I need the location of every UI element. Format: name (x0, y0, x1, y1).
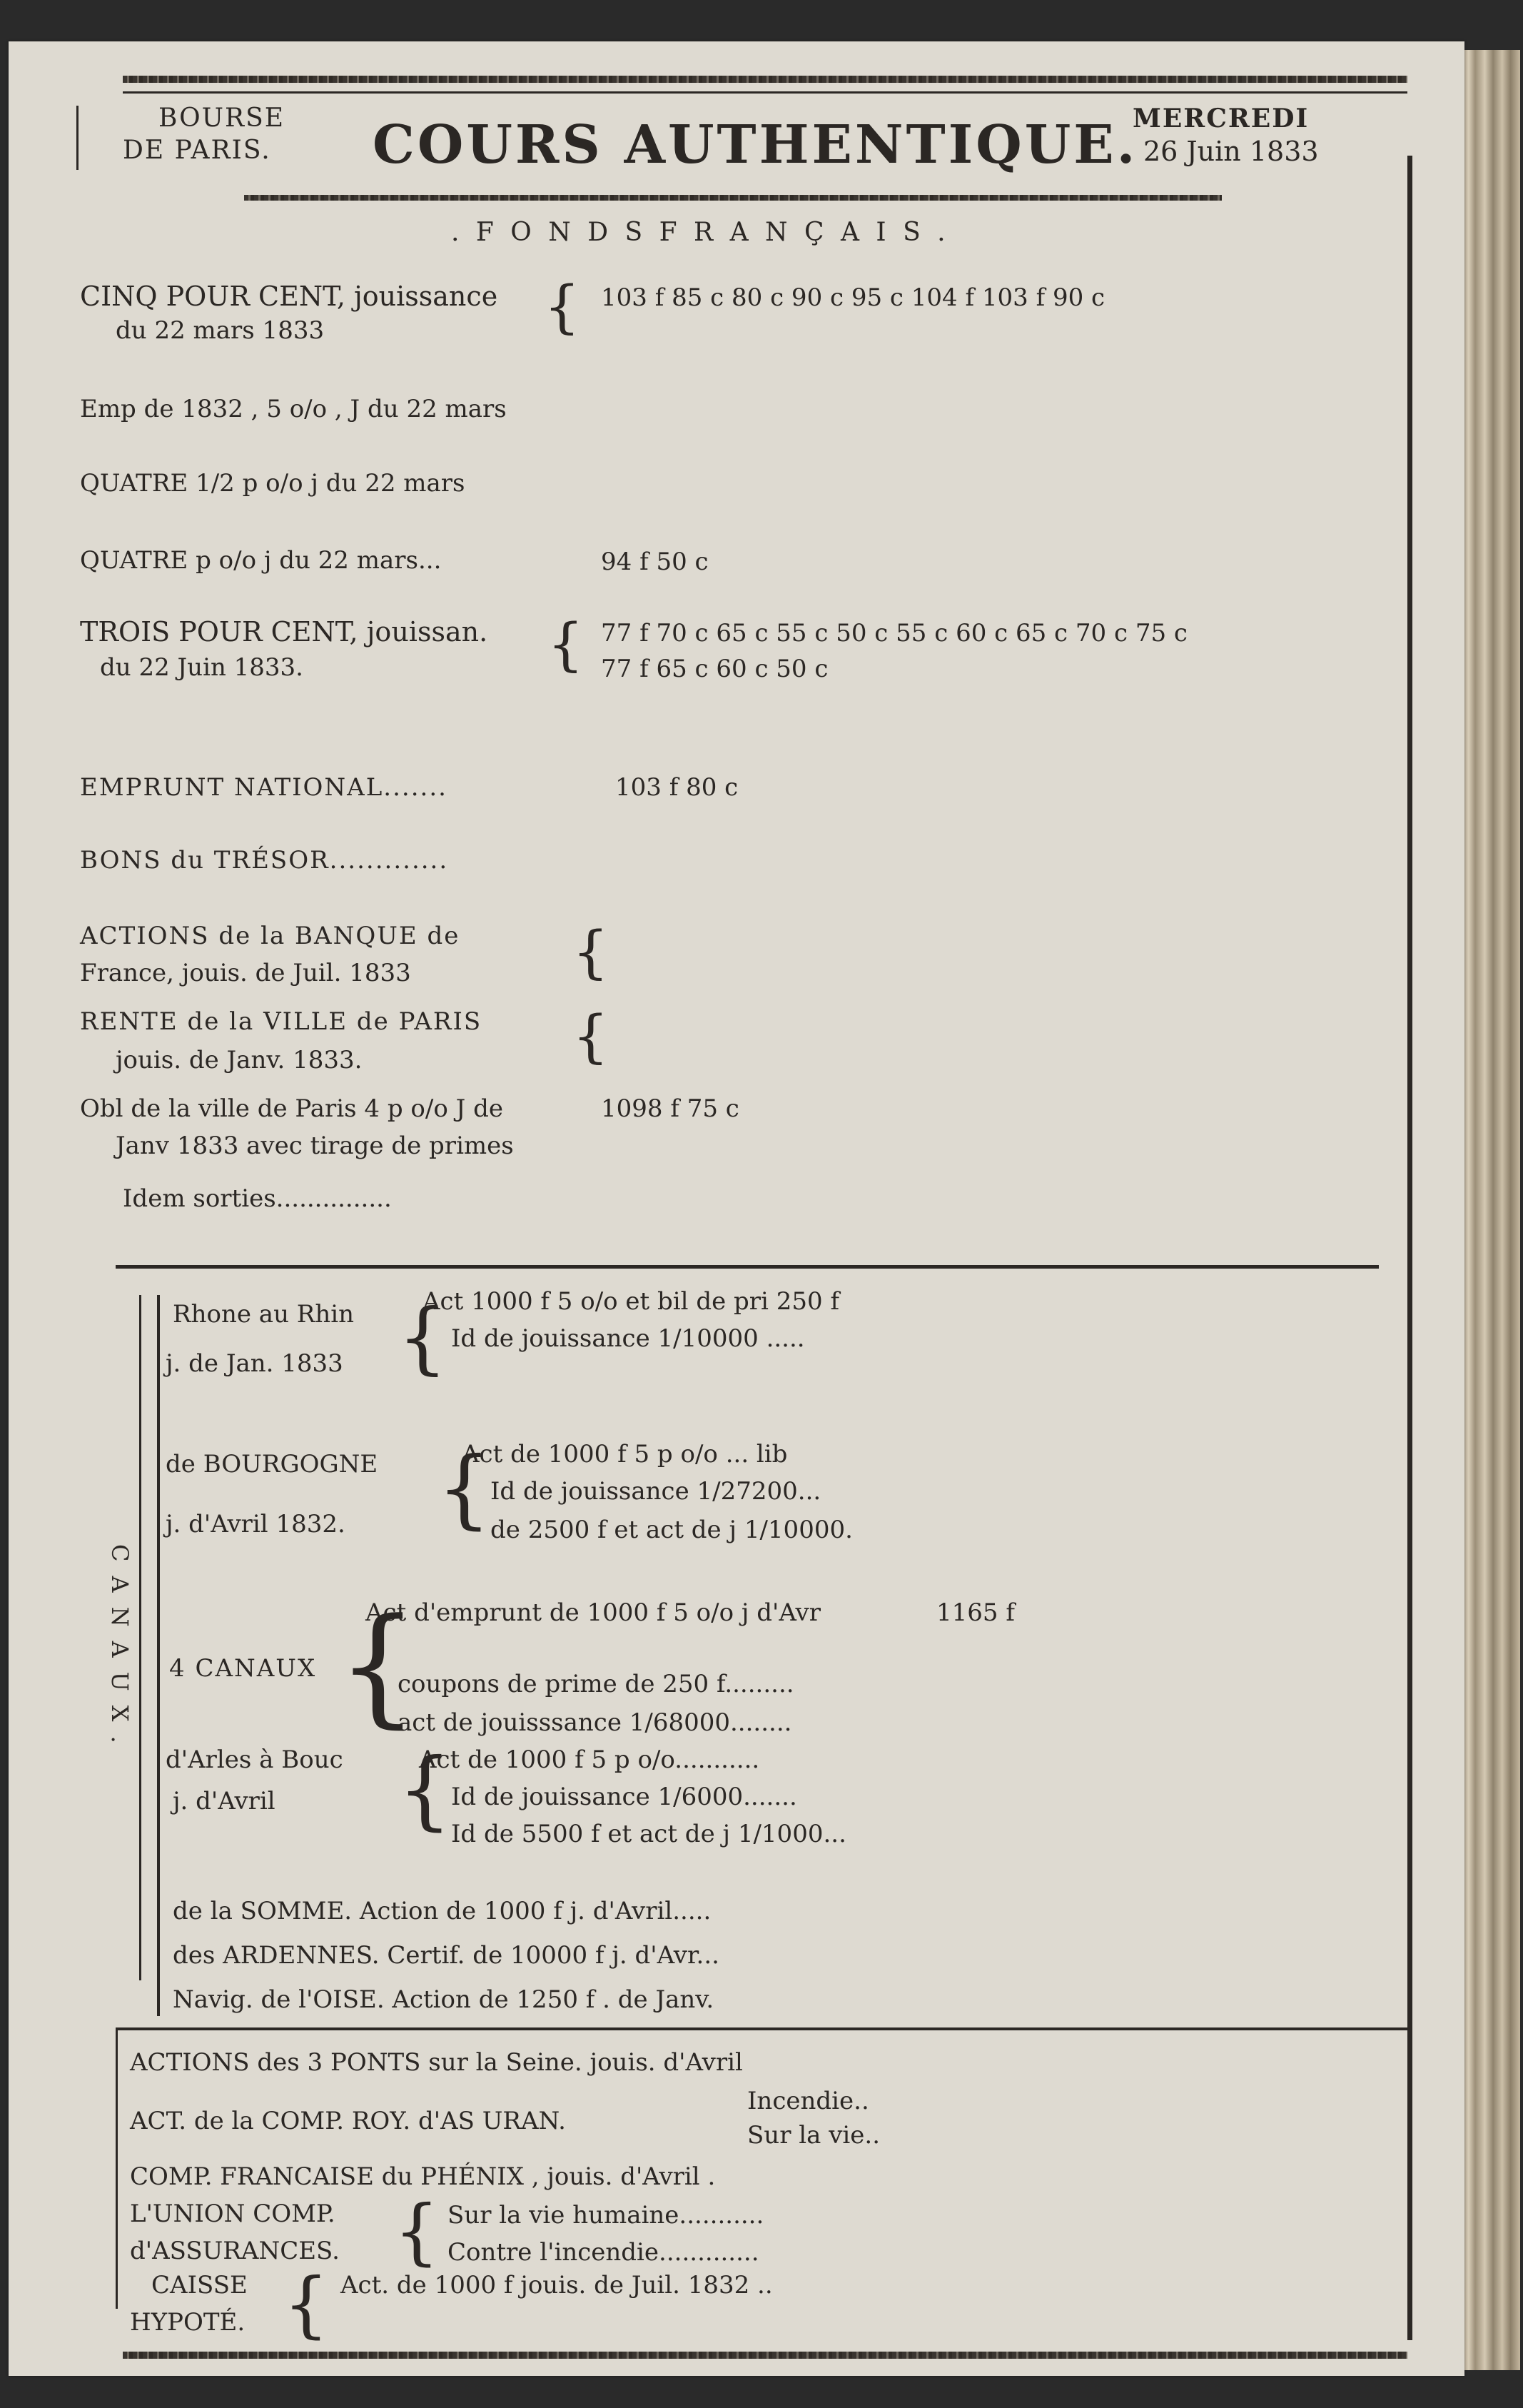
rhone-item: Act 1000 f 5 o/o et bil de pri 250 f (423, 1287, 840, 1316)
header-day: MERCREDI (1133, 104, 1310, 134)
fonds-price: 103 f 85 c 80 c 90 c 95 c 104 f 103 f 90 c (601, 283, 1105, 312)
section-separator (116, 1265, 1379, 1269)
bourgogne-date: j. d'Avril 1832. (166, 1510, 345, 1538)
fonds-name: QUATRE p o/o j du 22 mars... (80, 546, 442, 575)
right-column-rule (1407, 156, 1412, 2340)
actions-ponts: ACTIONS des 3 PONTS sur la Seine. jouis. d'Avril (130, 2048, 743, 2077)
actions-caisse-name2: HYPOTÉ. (130, 2308, 246, 2337)
arles-name: d'Arles à Bouc (166, 1745, 343, 1774)
fonds-name: RENTE de la VILLE de PARIS (80, 1007, 482, 1036)
fonds-price-line2: 77 f 65 c 60 c 50 c (601, 655, 829, 683)
fonds-name-sub: France, jouis. de Juil. 1833 (80, 959, 411, 987)
actions-rule (116, 2030, 118, 2309)
bourgogne-item: Act de 1000 f 5 p o/o ... lib (462, 1440, 788, 1469)
title-ornament-rule (244, 195, 1222, 201)
bourgogne-name: de BOURGOGNE (166, 1450, 378, 1478)
fonds-name: CINQ POUR CENT, jouissance (80, 281, 498, 312)
header-de-paris: DE PARIS. (123, 136, 271, 165)
arles-item: Act de 1000 f 5 p o/o........... (419, 1745, 760, 1774)
brace: { (398, 1740, 452, 1840)
header-bourse: BOURSE (158, 104, 285, 133)
canal-ardennes: des ARDENNES. Certif. de 10000 f j. d'Avr... (173, 1941, 719, 1970)
fonds-name: ACTIONS de la BANQUE de (80, 922, 460, 950)
brace: { (547, 611, 584, 677)
top-ornament-rule (123, 76, 1407, 83)
fonds-name: Obl de la ville de Paris 4 p o/o J de (80, 1094, 503, 1123)
canal-oise: Navig. de l'OISE. Action de 1250 f . de Janv. (173, 1985, 714, 2014)
fonds-price: 77 f 70 c 65 c 55 c 50 c 55 c 60 c 65 c 70 c 75 c (601, 619, 1188, 648)
canaux-rule-inner (157, 1295, 160, 2016)
arles-item: Id de 5500 f et act de j 1/1000... (451, 1820, 846, 1848)
fonds-name-sub: jouis. de Janv. 1833. (116, 1046, 363, 1074)
fonds-name: QUATRE 1/2 p o/o j du 22 mars (80, 469, 465, 498)
quatre-item: act de jouisssance 1/68000........ (398, 1708, 792, 1737)
fonds-name: Idem sorties............... (123, 1184, 392, 1213)
rhone-date: j. de Jan. 1833 (166, 1349, 343, 1378)
arles-date: j. d'Avril (173, 1787, 275, 1815)
fonds-name: Emp de 1832 , 5 o/o , J du 22 mars (80, 395, 507, 423)
section-separator (116, 2027, 1407, 2030)
canaux-rule-outer (139, 1295, 141, 1980)
actions-roy-incendie: Incendie.. (747, 2087, 869, 2115)
bottom-ornament-rule (123, 2352, 1407, 2359)
fonds-price: 103 f 80 c (615, 773, 739, 802)
newspaper-page (9, 41, 1464, 2376)
brace: { (394, 2190, 440, 2273)
fonds-price: 1098 f 75 c (601, 1094, 739, 1123)
actions-roy-vie: Sur la vie.. (747, 2121, 881, 2150)
brace: { (437, 1439, 492, 1538)
fonds-price: 94 f 50 c (601, 548, 709, 576)
brace: { (572, 919, 609, 985)
actions-union-name2: d'ASSURANCES. (130, 2237, 340, 2265)
bourgogne-item: Id de jouissance 1/27200... (490, 1477, 821, 1506)
actions-caisse-item: Act. de 1000 f jouis. de Juil. 1832 .. (340, 2271, 773, 2299)
fonds-name-sub: Janv 1833 avec tirage de primes (116, 1132, 514, 1160)
actions-caisse-name1: CAISSE (151, 2271, 248, 2299)
brace: { (283, 2262, 329, 2346)
bourgogne-item: de 2500 f et act de j 1/10000. (490, 1516, 853, 1544)
canaux-side-label: CANAUX. (106, 1544, 133, 1758)
quatre-canaux-name: 4 CANAUX (169, 1654, 317, 1683)
brace: { (337, 1591, 419, 1740)
quatre-price: 1165 f (936, 1598, 1015, 1627)
canal-somme: de la SOMME. Action de 1000 f j. d'Avril..... (173, 1897, 712, 1925)
quatre-item: Act d'emprunt de 1000 f 5 o/o j d'Avr (365, 1598, 821, 1627)
header-date: 26 Juin 1833 (1143, 136, 1319, 167)
fonds-name-sub: du 22 Juin 1833. (100, 653, 303, 682)
actions-roy-name: ACT. de la COMP. ROY. d'AS URAN. (130, 2107, 566, 2135)
actions-phenix: COMP. FRANCAISE du PHÉNIX , jouis. d'Avril . (130, 2162, 716, 2191)
brace: { (572, 1003, 609, 1069)
left-column-rule (76, 106, 79, 170)
rhone-name: Rhone au Rhin (173, 1300, 355, 1329)
brace: { (398, 1291, 447, 1383)
actions-union-vie: Sur la vie humaine........... (447, 2201, 764, 2230)
fonds-name-sub: du 22 mars 1833 (116, 316, 325, 345)
rhone-item: Id de jouissance 1/10000 ..... (451, 1324, 805, 1353)
actions-union-name1: L'UNION COMP. (130, 2200, 335, 2228)
fonds-name: BONS du TRÉSOR............. (80, 846, 449, 875)
brace: { (544, 273, 580, 340)
fonds-name: EMPRUNT NATIONAL....... (80, 773, 447, 802)
fonds-name: TROIS POUR CENT, jouissan. (80, 616, 488, 648)
arles-item: Id de jouissance 1/6000....... (451, 1783, 797, 1811)
quatre-item: coupons de prime de 250 f......... (398, 1670, 794, 1698)
page-edge-stack (1456, 50, 1520, 2370)
page-title: COURS AUTHENTIQUE. (373, 114, 1138, 176)
section-fonds-francais: . F O N D S F R A N Ç A I S . (451, 218, 950, 247)
actions-union-incendie: Contre l'incendie............. (447, 2238, 759, 2267)
top-thin-rule (123, 91, 1407, 94)
